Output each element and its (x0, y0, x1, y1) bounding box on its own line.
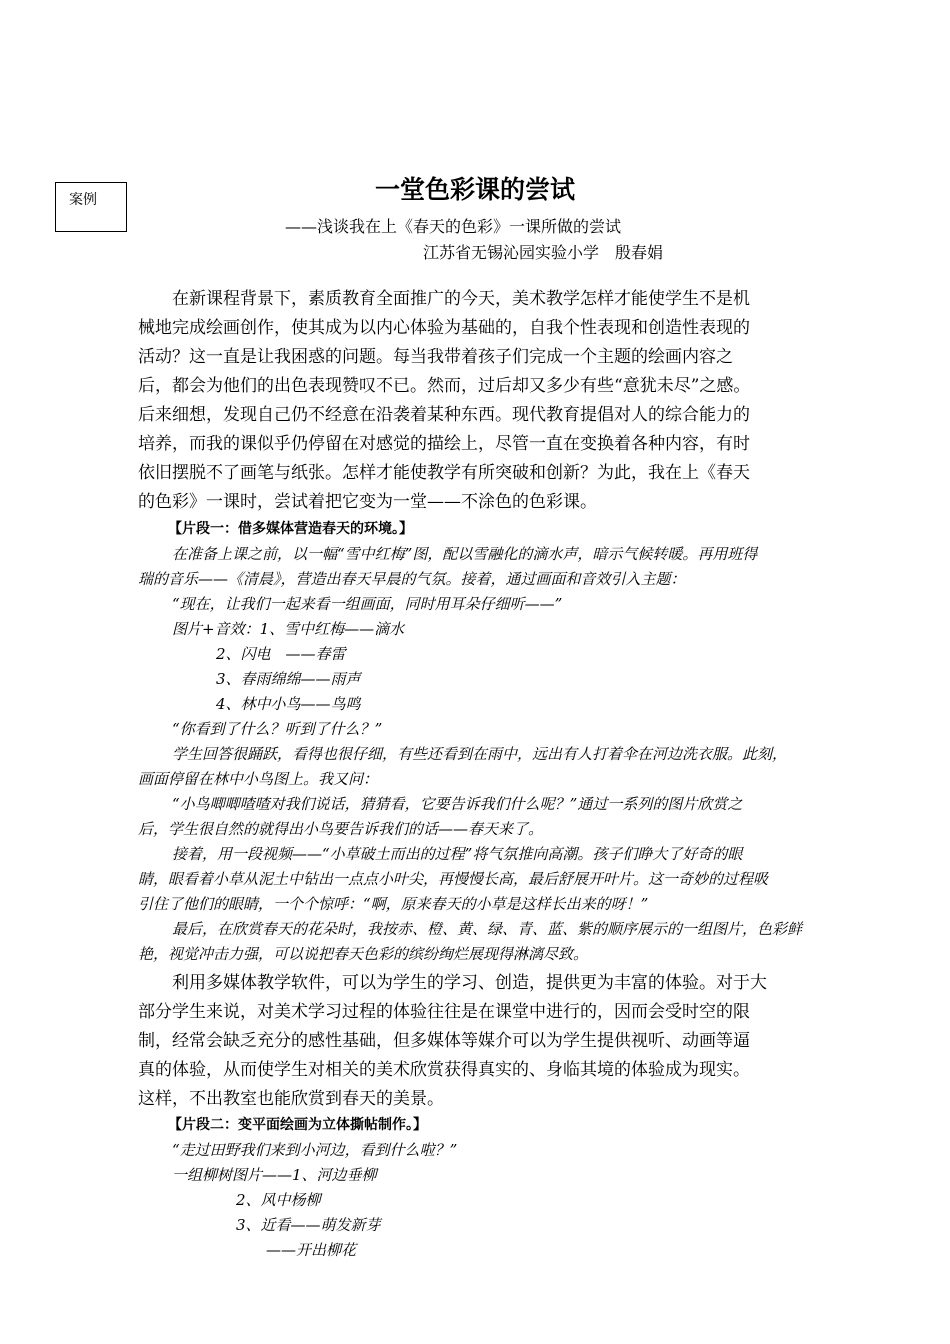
section-heading: 【片段二：变平面绘画为立体撕帖制作。】 (168, 1117, 427, 1133)
body-line: 真的体验，从而使学生对相关的美术欣赏获得真实的、身临其境的体验成为现实。 (138, 1060, 750, 1080)
body-line: 依旧摆脱不了画笔与纸张。怎样才能使教学有所突破和创新？为此，我在上《春天 (138, 463, 750, 483)
body-line: 制，经常会缺乏充分的感性基础，但多媒体等媒介可以为学生提供视听、动画等逼 (138, 1031, 750, 1051)
body-line: 图片+音效：1、雪中红梅——滴水 (172, 620, 405, 638)
body-line: 后，学生很自然的就得出小鸟要告诉我们的话——春天来了。 (138, 820, 544, 838)
body-line: 2、风中杨柳 (236, 1191, 321, 1209)
body-line: “走过田野我们来到小河边，看到什么啦？” (172, 1141, 458, 1159)
body-line: 瑞的音乐——《清晨》，营造出春天早晨的气氛。接着，通过画面和音效引入主题： (138, 570, 686, 588)
body-line: 活动？这一直是让我困惑的问题。每当我带着孩子们完成一个主题的绘画内容之 (138, 347, 733, 367)
body-line: 这样，不出教室也能欣赏到春天的美景。 (138, 1089, 444, 1109)
body-line: 后来细想，发现自己仍不经意在沿袭着某种东西。现代教育提倡对人的综合能力的 (138, 405, 750, 425)
body-line: “现在，让我们一起来看一组画面，同时用耳朵仔细听——” (172, 595, 563, 613)
document-subtitle: ——浅谈我在上《春天的色彩》一课所做的尝试 (285, 217, 622, 236)
case-label: 案例 (69, 192, 97, 208)
body-line: “小鸟唧唧喳喳对我们说话，猜猜看，它要告诉我们什么呢？”通过一系列的图片欣赏之 (172, 795, 743, 813)
body-line: 2、闪电 ——春雷 (216, 645, 346, 663)
body-line: 3、近看——萌发新芽 (236, 1216, 381, 1234)
author-line: 江苏省无锡沁园实验小学 殷春娟 (423, 243, 664, 262)
body-line: 最后，在欣赏春天的花朵时，我按赤、橙、黄、绿、青、蓝、紫的顺序展示的一组图片，色彩鲜 (172, 920, 803, 938)
body-line: 后，都会为他们的出色表现赞叹不已。然而，过后却又多少有些“意犹未尽”之感。 (138, 376, 751, 396)
body-line: 一组柳树图片——1、河边垂柳 (172, 1166, 377, 1184)
body-line: 在准备上课之前，以一幅“雪中红梅”图，配以雪融化的滴水声，暗示气候转暖。再用班得 (172, 545, 758, 563)
body-line: 4、林中小鸟——鸟鸣 (216, 695, 361, 713)
body-line: 3、春雨绵绵——雨声 (216, 670, 361, 688)
body-line: 械地完成绘画创作，使其成为以内心体验为基础的，自我个性表现和创造性表现的 (138, 318, 750, 338)
body-line: 艳，视觉冲击力强，可以说把春天色彩的缤纷绚烂展现得淋漓尽致。 (138, 945, 589, 963)
body-line: 学生回答很踊跃，看得也很仔细，有些还看到在雨中，远出有人打着伞在河边洗衣服。此刻， (172, 745, 788, 763)
body-line: 引住了他们的眼睛，一个个惊呼：“啊，原来春天的小草是这样长出来的呀！” (138, 895, 649, 913)
body-line: 画面停留在林中小鸟图上。我又问： (138, 770, 379, 788)
section-heading: 【片段一：借多媒体营造春天的环境。】 (168, 521, 413, 537)
body-line: 培养，而我的课似乎仍停留在对感觉的描绘上，尽管一直在变换着各种内容，有时 (138, 434, 750, 454)
body-line: 利用多媒体教学软件，可以为学生的学习、创造，提供更为丰富的体验。对于大 (138, 973, 767, 993)
body-line: 在新课程背景下，素质教育全面推广的今天，美术教学怎样才能使学生不是机 (138, 289, 750, 309)
body-line: ——开出柳花 (266, 1241, 357, 1259)
body-line: 部分学生来说，对美术学习过程的体验往往是在课堂中进行的，因而会受时空的限 (138, 1002, 750, 1022)
body-line: 接着，用一段视频——“小草破土而出的过程”将气氛推向高潮。孩子们睁大了好奇的眼 (172, 845, 743, 863)
body-line: 的色彩》一课时，尝试着把它变为一堂——不涂色的色彩课。 (138, 492, 597, 512)
document-title: 一堂色彩课的尝试 (374, 175, 575, 204)
body-line: 睛，眼看着小草从泥土中钻出一点点小叶尖，再慢慢长高，最后舒展开叶片。这一奇妙的过程吸 (138, 870, 769, 888)
body-line: “你看到了什么？听到了什么？” (172, 720, 383, 738)
